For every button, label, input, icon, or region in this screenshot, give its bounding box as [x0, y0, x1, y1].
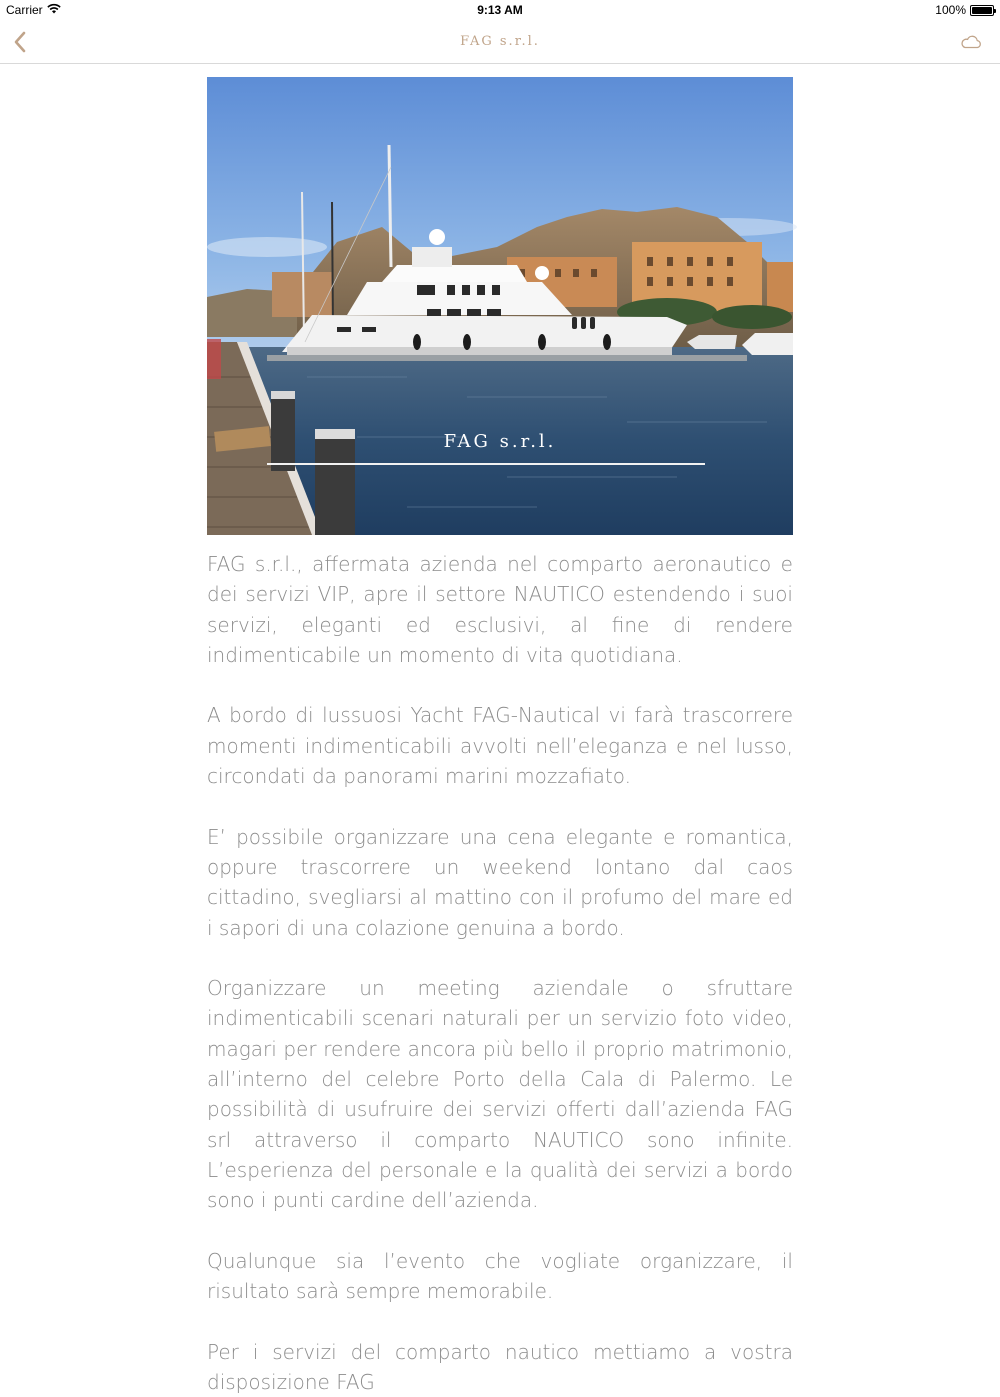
hero-divider	[267, 463, 705, 465]
navigation-bar	[0, 20, 1000, 64]
article-body	[207, 549, 793, 1397]
paragraph: E’ possibile organizzare una cena elegante e romantica, oppure trascorrere un weekend lontano dal caos cittadino, svegliarsi al mattino con il profumo del mare ed i sapori di una colazione genuina a bordo.	[207, 824, 793, 940]
battery-fill	[972, 7, 992, 14]
status-right	[935, 3, 994, 17]
carrier-label: Carrier	[6, 3, 43, 17]
status-time: 9:13 AM	[477, 3, 523, 17]
paragraph: Qualunque sia l’evento che vogliate organizzare, il risultato sarà sempre memorabile.	[207, 1248, 793, 1304]
hero-image	[207, 77, 793, 535]
page-title: FAG s.r.l.	[460, 34, 540, 49]
paragraph: Organizzare un meeting aziendale o sfruttare indimenticabili scenari naturali per un servizio foto video, magari per rendere ancora più bello il proprio matrimonio, all’interno del celebre Porto della Cala di Palermo. Le possibilità di usufruire dei servizi offerti dall’azienda FAG srl attraverso il comparto NAUTICO sono infinite. L’esperienza del personale e la qualità dei servizi a bordo sono i punti cardine dell’azienda.	[207, 976, 793, 1213]
paragraph: FAG s.r.l., affermata azienda nel comparto aeronautico e dei servizi VIP, apre il settore NAUTICO estendendo i suoi servizi, eleganti ed esclusivi, al fine di rendere indimenticabile un momento di vita quotidiana.	[207, 552, 793, 667]
battery-percent: 100%	[935, 3, 966, 17]
battery-icon	[970, 5, 994, 16]
paragraph: Per i servizi del comparto nautico mettiamo a vostra disposizione FAG	[207, 1339, 793, 1395]
hero-overlay-title: FAG s.r.l.	[443, 431, 557, 452]
paragraph: A bordo di lussuosi Yacht FAG-Nautical vi farà trascorrere momenti indimenticabili avvolti nell’eleganza e nel lusso, circondati da panorami marini mozzafiato.	[207, 703, 793, 789]
yacht-harbor-illustration	[207, 77, 793, 535]
cloud-button[interactable]	[958, 30, 984, 54]
status-bar	[0, 0, 1000, 20]
cloud-icon	[960, 35, 982, 49]
